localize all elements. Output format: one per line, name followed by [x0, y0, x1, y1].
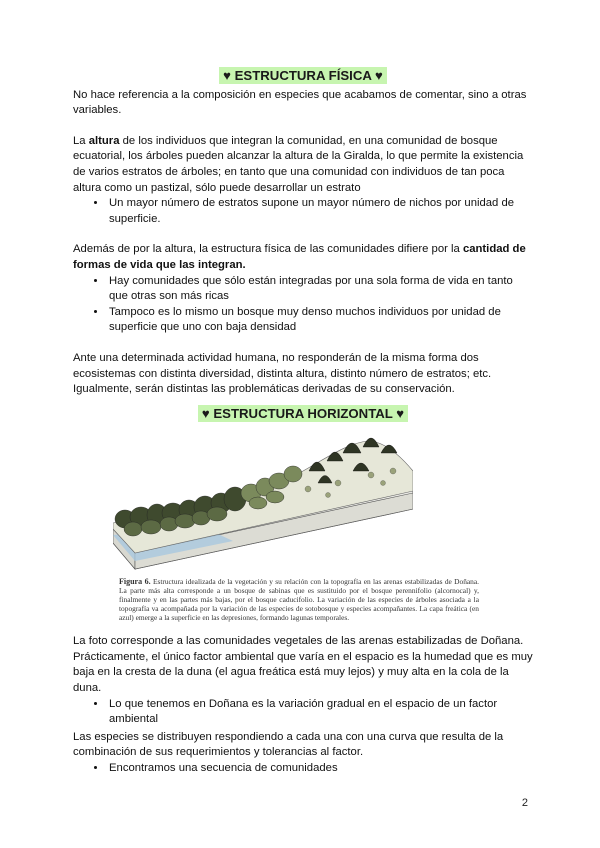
list-item: • Encontramos una secuencia de comunidades: [107, 761, 533, 777]
document-page: [73, 66, 533, 777]
list-item: • Lo que tenemos en Doñana es la variación gradual en el espacio de un factor ambiental: [107, 697, 533, 728]
altura-list: [73, 196, 533, 227]
especies-list: [73, 761, 533, 777]
list-item: • Un mayor número de estratos supone un mayor número de nichos por unidad de superficie.: [107, 196, 533, 227]
cantidad-paragraph: Además de por la altura, la estructura física de las comunidades difiere por la cantidad de formas de vida que las integran.: [73, 243, 526, 271]
vegetation-figure: [113, 431, 533, 622]
page-number: 2: [521, 797, 528, 809]
cantidad-list: [73, 274, 533, 336]
section-heading-estructura-fisica: ♥ ESTRUCTURA FÍSICA ♥: [73, 66, 533, 86]
list-item: • Hay comunidades que sólo están integradas por una sola forma de vida en tanto que otras son más ricas: [107, 274, 533, 305]
dune-vegetation-illustration: [113, 431, 413, 571]
altura-paragraph: La altura de los individuos que integran la comunidad, en una comunidad de bosque ecuatorial, los árboles pueden alcanzar la altura de la Giralda, lo que permite la existencia de varios estratos de árboles; en tanto que una comunidad con individuos de tan poca altura como un pastizal, sólo puede desarrollar un estrato: [73, 134, 524, 194]
donana-list: [73, 697, 533, 728]
intro-paragraph: No hace referencia a la composición en especies que acabamos de comentar, sino a otras variables.: [73, 88, 527, 117]
foto-paragraph: La foto corresponde a las comunidades vegetales de las arenas estabilizadas de Doñana. Prácticamente, el único factor ambiental que varía en el espacio es la humedad que es muy baja en la cresta de la duna (el agua freática está muy lejos) y muy alta en la cola de la duna.: [73, 635, 533, 695]
actividad-paragraph: Ante una determinada actividad humana, no responderán de la misma forma dos ecosistemas con distinta diversidad, distinta altura, distinto número de estratos; etc. Igualmente, serán distintas las problemáticas derivadas de su conservación.: [73, 351, 492, 396]
figure-caption: Figura 6. Estructura idealizada de la vegetación y su relación con la topografía en las arenas estabilizadas de Doñana. La parte más alta corresponde a un bosque de sabinas que es sustituido por el bosque perennifolio (alcornocal) y, finalmente y en las partes más bajas, por el bosque caducifolio. La variación de las especies de árboles asociada a la topografía va acompañada por la variación de las especies de sotobosque y especies acompañantes. La capa freática (en azul) emerge a la superficie en las depresiones, formando lagunas temporales.: [119, 577, 480, 623]
list-item: • Tampoco es lo mismo un bosque muy denso muchos individuos por unidad de superficie que uno con baja densidad: [107, 305, 533, 336]
section-heading-estructura-horizontal: ♥ ESTRUCTURA HORIZONTAL ♥: [73, 404, 533, 424]
especies-paragraph: Las especies se distribuyen respondiendo a cada una con una curva que resulta de la combinación de sus requerimientos y tolerancias al factor.: [73, 730, 504, 759]
